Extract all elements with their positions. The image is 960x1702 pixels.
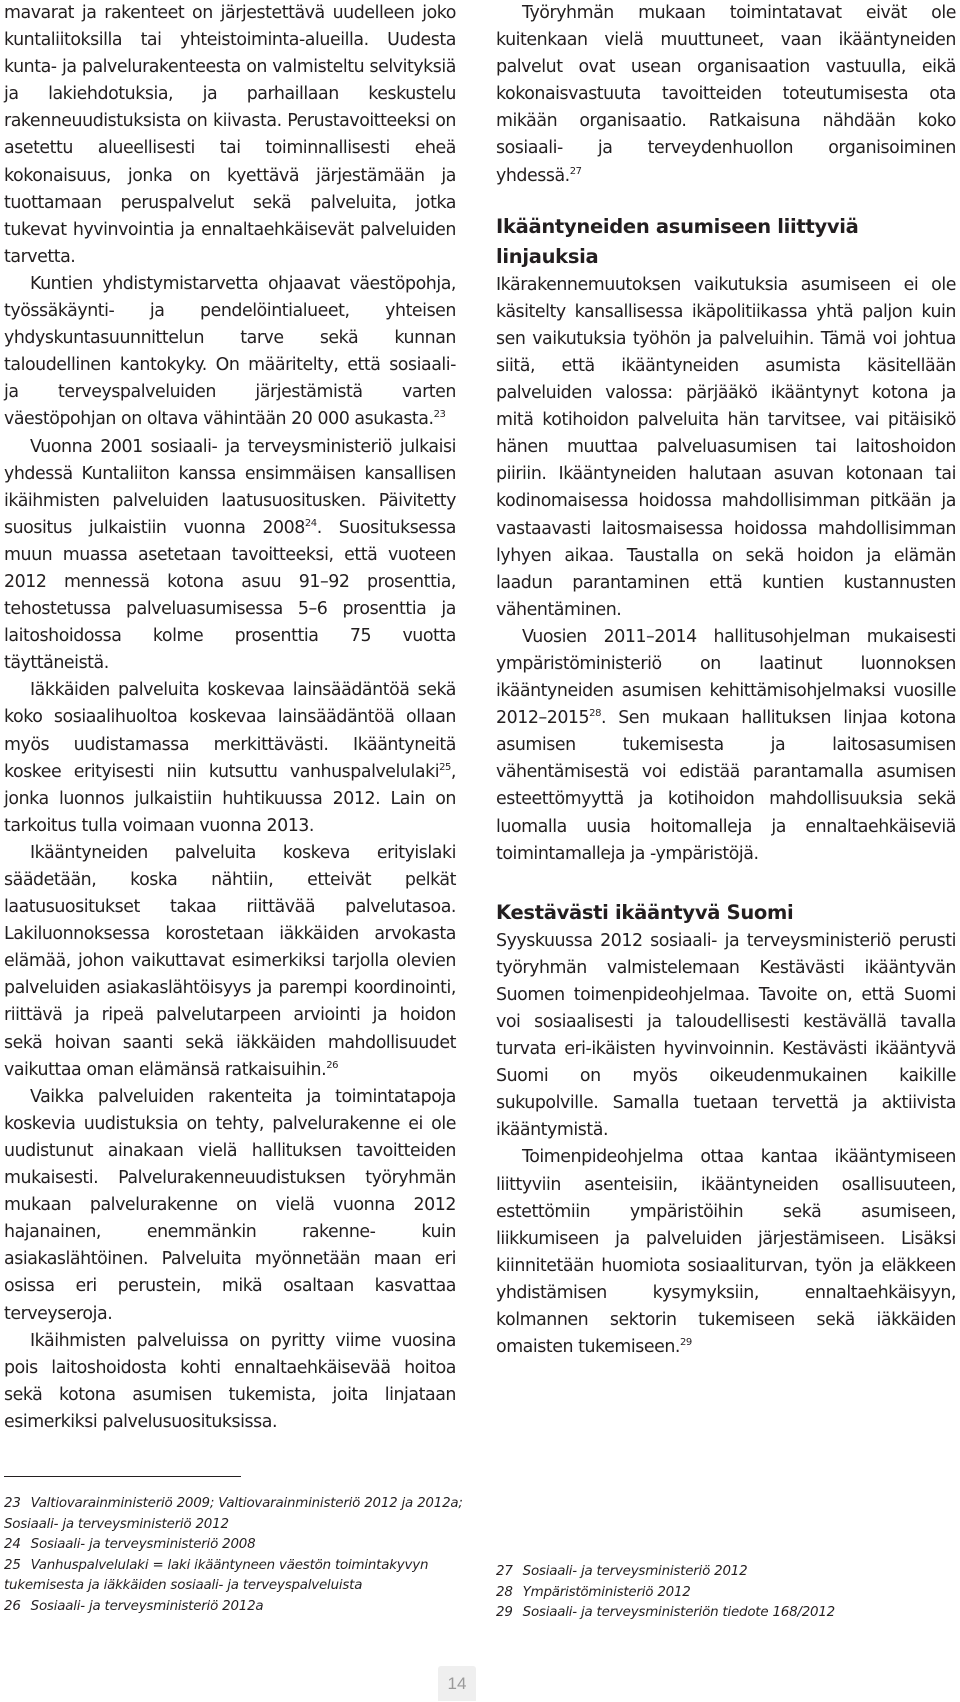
footnote-item bbox=[496, 1603, 956, 1624]
paragraph-text: Kuntien yhdistymistarvetta ohjaavat väestöpohja, työssäkäynti- ja pendelöintialueet, yhteisen yhdyskuntasuunnittelun tarve sekä kunnan taloudellinen kantokyky. On määritelty, että sosiaali- ja terveyspalveluiden järjestämistä varten väestöpohjan on oltava vähintään 20 000 asukasta. bbox=[4, 273, 456, 430]
footnote-item bbox=[4, 1597, 464, 1618]
left-column bbox=[4, 0, 456, 1436]
body-paragraph bbox=[496, 928, 956, 1145]
footnotes-left bbox=[4, 1494, 464, 1618]
paragraph-text-continued: . Suosituksessa muun muassa asetetaan tavoitteeksi, että vuoteen 2012 mennessä kotona asuu 91–92 prosenttia, tehostetussa palveluasumisessa 5–6 prosenttia ja laitoshoidossa kolme prosenttia 75 vuotta täyttäneistä. bbox=[4, 517, 456, 674]
body-paragraph bbox=[4, 840, 456, 1084]
paragraph-text: Toimenpideohjelma ottaa kantaa ikääntymiseen liittyviin asenteisiin, ikääntyneiden osallisuuteen, estettömiin ympäristöihin sekä asumiseen, liikkumiseen ja palveluiden järjestämiseen. Lisäksi kiinnitetään huomiota sosiaaliturvan, työn ja eläkkeen yhdistämisen kysymyksiin, ennaltaehkäisyyn, kolmannen sektorin tukemiseen sekä iäkkäiden omaisten tukemiseen. bbox=[496, 1147, 956, 1358]
paragraph-text: Syyskuussa 2012 sosiaali- ja terveysministeriö perusti työryhmän valmistelemaan Kestävästi ikääntyvän Suomen toimenpideohjelmaa. Tavoite on, että Suomi voi sosiaalisesti ja taloudellisesti kestävällä tavalla turvata eri-ikäisten hyvinvoinnin. Kestävästi ikääntyvä Suomi on myös oikeudenmukainen kaikille sukupolville. Samalla tuetaan tervettä ja aktiivista ikääntymistä. bbox=[496, 930, 956, 1141]
paragraph-text: Vuosien 2011–2014 hallitusohjelman mukaisesti ympäristöministeriö on laatinut luonnoksen ikääntyneiden asumisen kehittämisohjelmaksi vuosille 2012–2015 bbox=[496, 626, 956, 729]
footnote-ref: 23 bbox=[433, 409, 446, 421]
footnote-rule bbox=[4, 1476, 241, 1477]
body-paragraph bbox=[496, 272, 956, 624]
paragraph-text: mavarat ja rakenteet on järjestettävä uudelleen joko kuntaliitoksilla tai yhteistoiminta-alueilla. Uudesta kunta- ja palvelurakenteesta on valmisteltu selvityksiä ja lakiehdotuksia, ja parhaillaan keskustelu rakenneuudistuksista on kiivasta. Perustavoitteeksi on asetettu alueellisesti tai toiminnallisesti eheä kokonaisuus, jonka on kyettävä järjestämään ja tuottamaan peruspalvelut sekä palveluita, jotka tukevat hyvinvointia ja ennaltaehkäisevät palveluiden tarvetta. bbox=[4, 3, 456, 267]
footnote-number: 26 bbox=[4, 1598, 21, 1614]
footnote-number: 25 bbox=[4, 1557, 21, 1573]
footnote-text: Sosiaali- ja terveysministeriö 2012a bbox=[30, 1598, 264, 1614]
footnote-number: 28 bbox=[496, 1584, 513, 1600]
footnote-ref: 24 bbox=[304, 517, 317, 529]
section-heading: Kestävästi ikääntyvä Suomi bbox=[496, 900, 794, 924]
footnote-item bbox=[4, 1494, 464, 1535]
body-paragraph bbox=[4, 271, 456, 434]
paragraph-text: Työryhmän mukaan toimintatavat eivät ole kuitenkaan vielä muuttuneet, vaan ikääntyneiden palvelut ovat usean organisaation vastuulla, eikä kokonaisvastuuta tavoitteiden toteutumisesta ota mikään organisaatio. Ratkaisuna nähdään koko sosiaali- ja terveydenhuollon organisoiminen yhdessä. bbox=[496, 3, 956, 186]
footnote-number: 23 bbox=[4, 1496, 21, 1511]
footnote-text: Sosiaali- ja terveysministeriö 2012 bbox=[522, 1564, 748, 1579]
footnote-item bbox=[496, 1583, 956, 1604]
footnotes-right bbox=[496, 1562, 956, 1624]
footnote-text: Ympäristöministeriö 2012 bbox=[522, 1584, 691, 1600]
body-paragraph bbox=[496, 0, 956, 190]
footnote-ref: 26 bbox=[326, 1059, 339, 1071]
body-paragraph bbox=[496, 624, 956, 868]
footnote-number: 27 bbox=[496, 1564, 513, 1579]
footnote-item bbox=[496, 1562, 956, 1583]
paragraph-text: Ikäihmisten palveluissa on pyritty viime vuosina pois laitoshoidosta kohti ennaltaehkäisevää hoitoa sekä kotona asumisen tukemista, joita linjataan esimerkiksi palvelusuosituksissa. bbox=[4, 1330, 456, 1432]
section-heading: Ikääntyneiden asumiseen liittyviä linjauksia bbox=[496, 214, 859, 268]
body-paragraph bbox=[4, 0, 456, 271]
footnote-item bbox=[4, 1556, 464, 1597]
body-paragraph bbox=[4, 1084, 456, 1328]
paragraph-text: Ikääntyneiden palveluita koskeva erityislaki säädetään, koska nähtiin, etteivät pelkät laatusuositukset takaa riittävää palvelutasoa. Lakiluonnoksessa korostetaan iäkkäiden arvokasta elämää, johon vaikuttavat esimerkiksi tarjolla olevien palveluiden asiakaslähtöisyys ja parempi koordinointi, riittävä ja ripeä palvelutarpeen arviointi ja hoidon sekä hoivan saanti sekä iäkkäiden mahdollisuudet vaikuttaa oman elämänsä ratkaisuihin. bbox=[4, 842, 456, 1080]
paragraph-text-continued: , jonka luonnos julkaistiin huhtikuussa 2012. Lain on tarkoitus tulla voimaan vuonna 2013. bbox=[4, 761, 456, 836]
footnote-number: 29 bbox=[496, 1605, 513, 1621]
paragraph-text: Iäkkäiden palveluita koskevaa lainsäädäntöä sekä koko sosiaalihuoltoa koskevaa lainsäädäntöä ollaan myös uudistamassa merkittävästi. Ikääntyneitä koskee erityisesti niin kutsuttu vanhuspalvelulaki bbox=[4, 680, 456, 782]
paragraph-text: Ikärakennemuutoksen vaikutuksia asumiseen ei ole käsitelty kansallisessa ikäpolitiikassa yhtä paljon kuin sen vaikutuksia työhön ja palveluihin. Tämä voi johtua siitä, että ikääntyneiden asumista käsitellään palveluiden valossa: pärjääkö ikääntynyt kotona ja mitä kotihoidon palveluita hän tarvitsee, vai pitäisikö hänen muuttaa palveluasumisen tai laitoshoidon piiriin. Ikääntyneiden halutaan asuvan kotonaan tai kodinomaisessa hoidossa mahdollisimman pitkään ja vastaavasti laitosmaisessa hoidossa mahdollisimman lyhyen aikaa. Taustalla on sekä hoidon ja elämän laadun parantaminen että kuntien kustannusten vähentäminen. bbox=[496, 274, 956, 620]
body-paragraph bbox=[4, 677, 456, 840]
footnote-ref: 27 bbox=[569, 165, 582, 177]
paragraph-text-continued: . Sen mukaan hallituksen linjaa kotona asumisen tukemisesta ja laitosasumisen vähentämisestä voi edistää parantamalla asumisen esteettömyyttä ja kotihoidon mahdollisuuksia sekä luomalla uusia hoitomalleja ja ennaltaehkäiseviä toimintamalleja ja -ympäristöjä. bbox=[496, 708, 956, 864]
footnote-text: Sosiaali- ja terveysministeriö 2008 bbox=[30, 1537, 256, 1553]
right-column bbox=[496, 0, 956, 1361]
body-paragraph bbox=[4, 434, 456, 678]
paragraph-text: Vaikka palveluiden rakenteita ja toimintatapoja koskevia uudistuksia on tehty, palvelurakenne ei ole uudistunut ainakaan vielä hallituksen tavoitteiden mukaisesti. Palvelurakenneuudistuksen työryhmän mukaan palvelurakenne on vielä vuonna 2012 hajanainen, enemmänkin rakenne- kuin asiakaslähtöinen. Palveluita myönnetään maan eri osissa eri perustein, mikä osaltaan kasvattaa terveyseroja. bbox=[4, 1086, 456, 1324]
footnote-text: Valtiovarainministeriö 2009; Valtiovarainministeriö 2012 ja 2012a; Sosiaali- ja terveysministeriö 2012 bbox=[4, 1496, 463, 1532]
footnote-ref: 29 bbox=[679, 1337, 692, 1349]
body-paragraph bbox=[4, 1328, 456, 1436]
footnote-text: Sosiaali- ja terveysministeriön tiedote 168/2012 bbox=[522, 1605, 836, 1621]
footnote-ref: 25 bbox=[439, 761, 451, 773]
paragraph-text: Vuonna 2001 sosiaali- ja terveysministeriö julkaisi yhdessä Kuntaliiton kanssa ensimmäisen kansallisen ikäihmisten palveluiden laatusuositusken. Päivitetty suositus julkaistiin vuonna 2008 bbox=[4, 436, 456, 538]
page-number: 14 bbox=[438, 1666, 476, 1701]
footnote-ref: 28 bbox=[589, 708, 601, 720]
footnote-item bbox=[4, 1535, 464, 1556]
footnote-text: Vanhuspalvelulaki = laki ikääntyneen väestön toimintakyvyn tukemisesta ja iäkkäiden sosiaali- ja terveyspalveluista bbox=[4, 1557, 429, 1594]
footnote-number: 24 bbox=[4, 1537, 21, 1553]
body-paragraph bbox=[496, 1144, 956, 1361]
